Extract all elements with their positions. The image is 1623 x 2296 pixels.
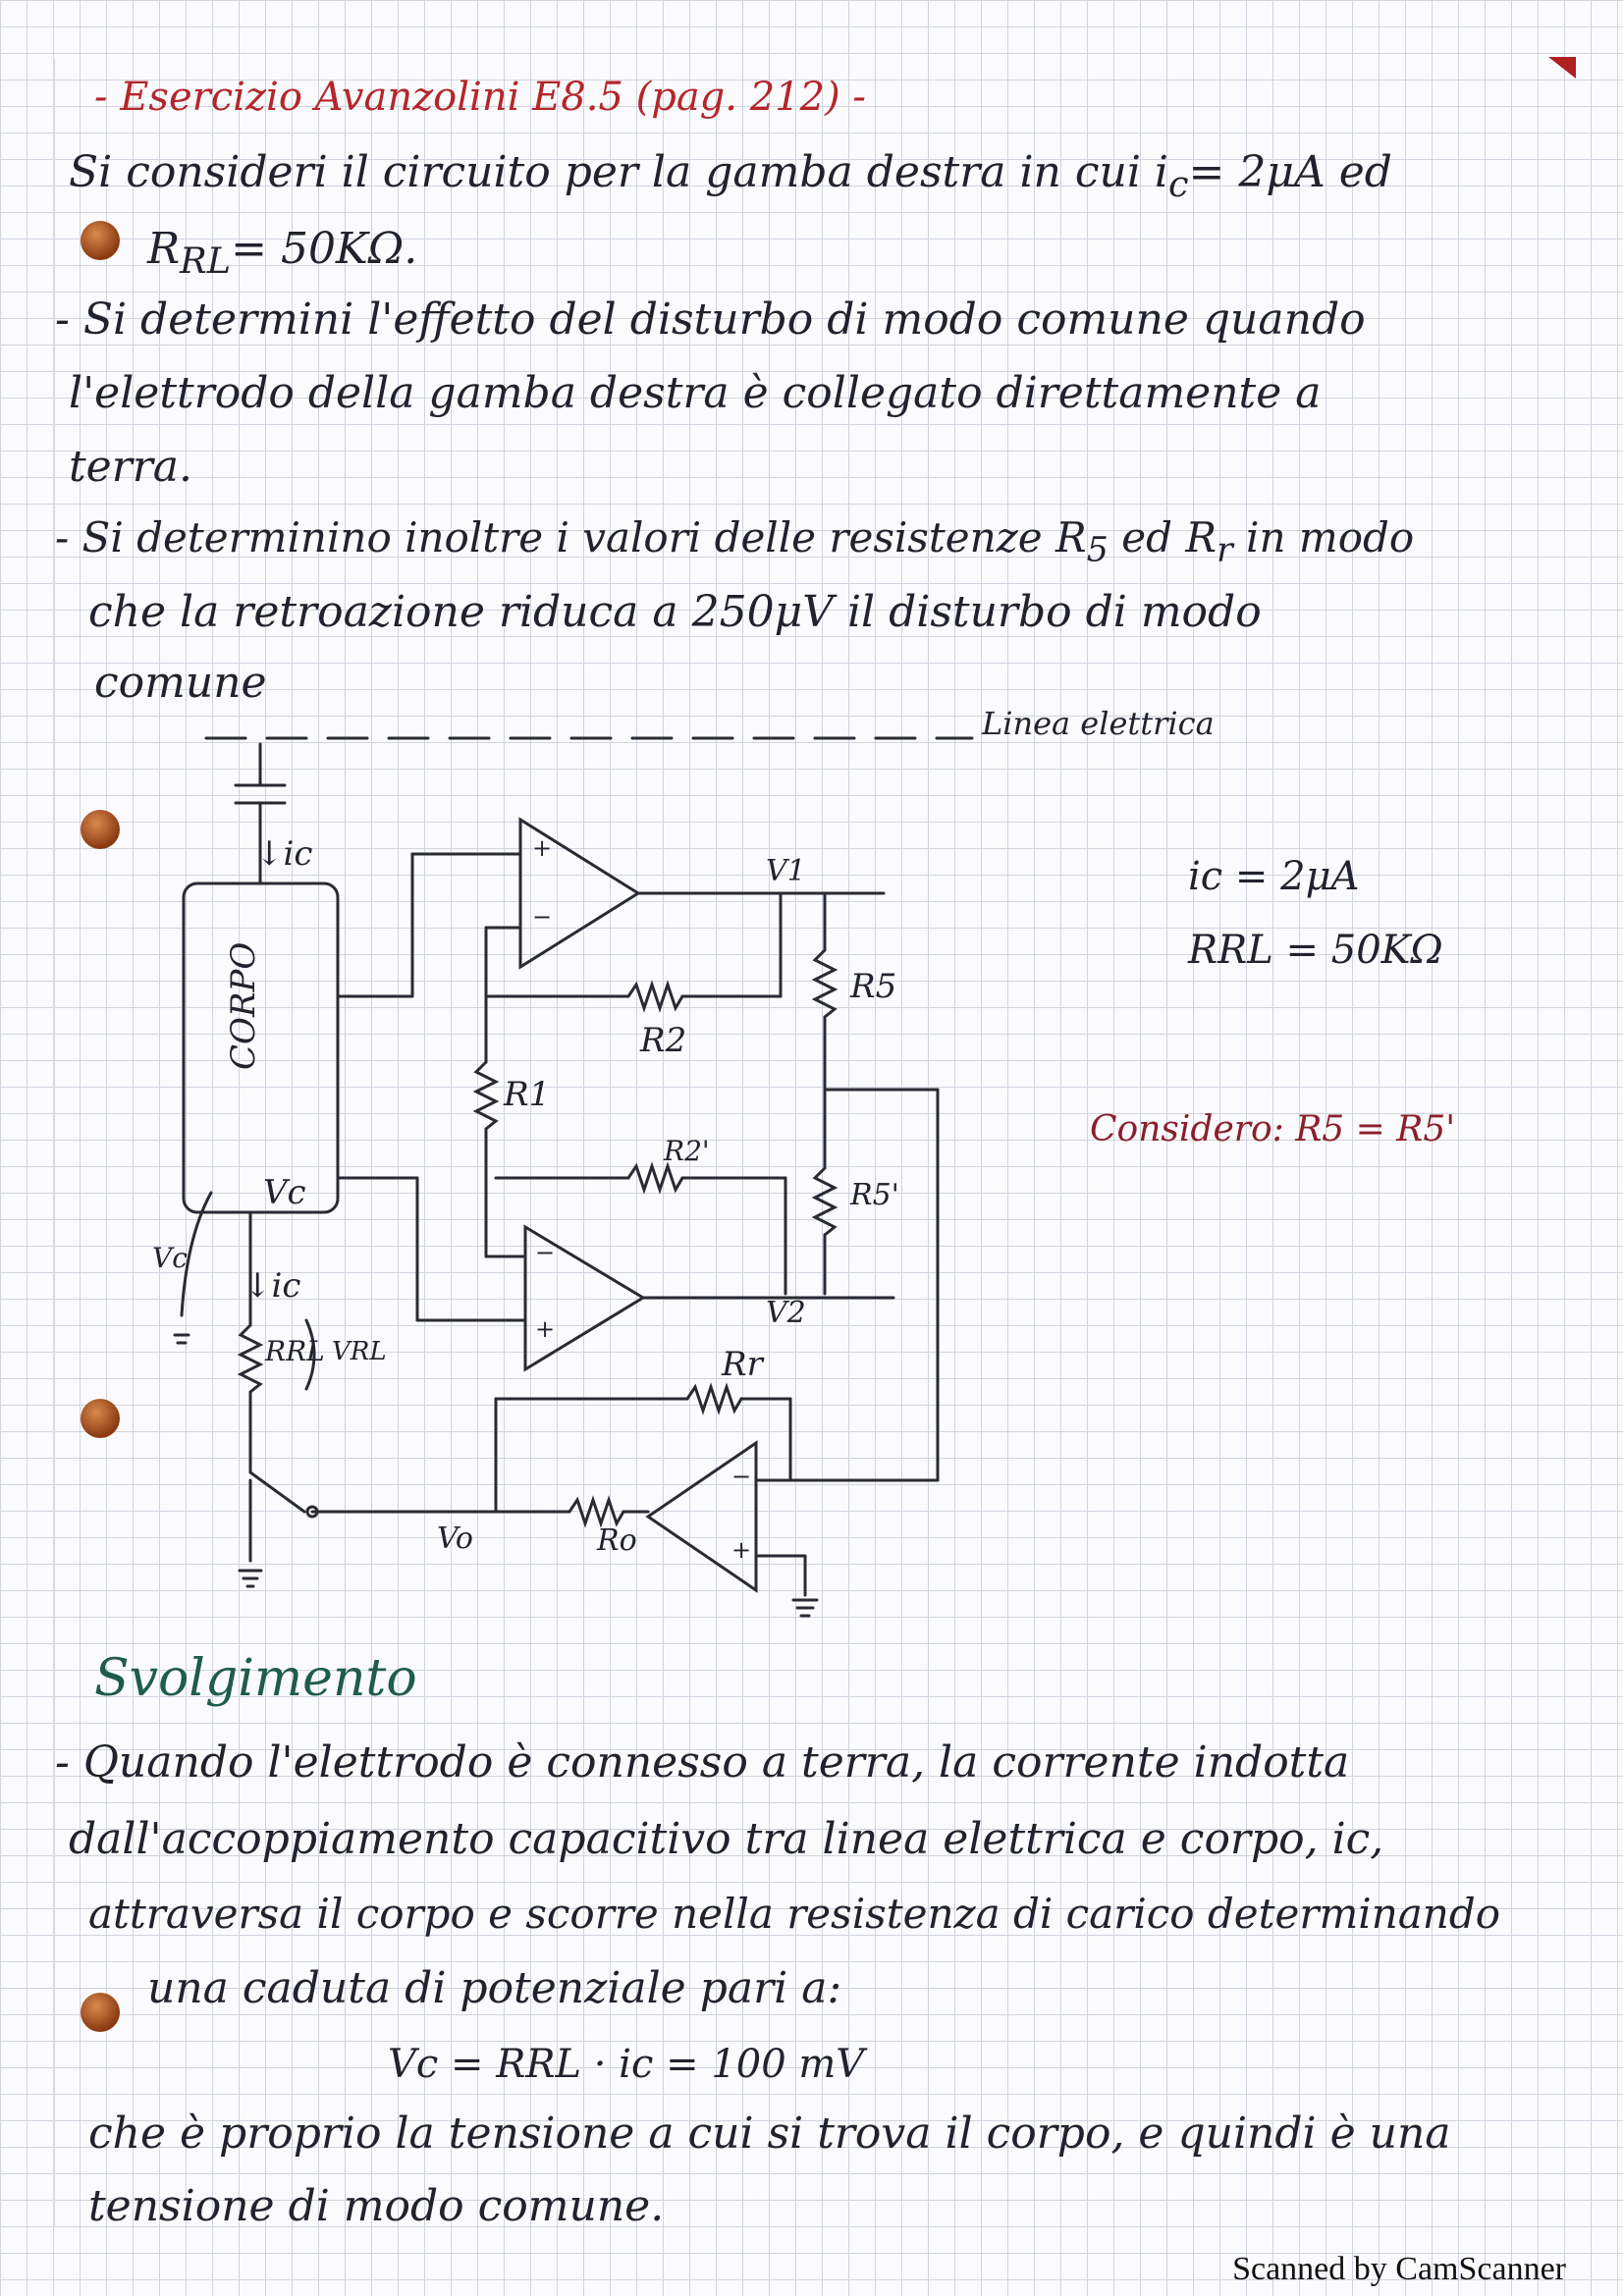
opamp1-plus: +	[532, 834, 553, 862]
resistor-r2	[628, 985, 682, 1008]
problem-line-2-sub: RL	[180, 239, 232, 282]
exercise-title: - Esercizio Avanzolini E8.5 (pag. 212) -	[94, 75, 866, 120]
given-consider: Considero: R5 = R5'	[1090, 1109, 1456, 1149]
vc-left-label: Vc	[152, 1242, 188, 1274]
given-ic: ic = 2μA	[1188, 854, 1360, 899]
problem-line-7: che la retroazione riduca a 250μV il disturbo di modo	[88, 587, 1262, 637]
r2p-label: R2'	[664, 1135, 710, 1167]
vc-node-label: Vc	[263, 1173, 306, 1212]
problem-line-1-end: = 2μA ed	[1188, 147, 1392, 197]
problem-line-2-end: = 50KΩ.	[231, 224, 418, 274]
problem-line-6-sub2: r	[1216, 530, 1233, 570]
r5p-label: R5'	[850, 1178, 899, 1212]
resistor-r5p	[815, 1168, 835, 1235]
r1-label: R1	[504, 1075, 551, 1114]
solution-line-3: attraversa il corpo e scorre nella resistenza di carico determinando	[88, 1890, 1501, 1938]
rrl-label: RRL	[265, 1335, 325, 1367]
resistor-rr	[687, 1387, 741, 1411]
v2-label: V2	[766, 1296, 806, 1330]
problem-line-1-sub: c	[1167, 162, 1189, 205]
problem-line-6-sub1: 5	[1086, 530, 1109, 570]
resistor-ro	[569, 1500, 623, 1523]
solution-line-4: una caduta di potenziale pari a:	[147, 1963, 842, 2013]
r5-label: R5	[850, 967, 897, 1006]
ic-bottom-label: ↓ic	[243, 1266, 301, 1306]
ic-top-label: ↓ic	[255, 834, 313, 874]
r2-label: R2	[640, 1021, 687, 1060]
problem-line-6-mid: ed R	[1108, 513, 1217, 561]
resistor-rrl	[241, 1325, 260, 1392]
solution-formula: Vc = RRL · ic = 100 mV	[388, 2042, 865, 2087]
problem-line-6-text: - Si determinino inoltre i valori delle resistenze R	[55, 513, 1087, 561]
opamp3-minus: −	[731, 1463, 752, 1490]
problem-line-5: terra.	[69, 442, 193, 492]
problem-line-2-text: R	[147, 224, 181, 274]
solution-heading: Svolgimento	[94, 1649, 417, 1708]
opamp1-minus: −	[532, 903, 553, 931]
solution-line-2: dall'accoppiamento capacitivo tra linea elettrica e corpo, ic,	[69, 1814, 1384, 1864]
v1-label: V1	[766, 854, 806, 888]
ro-label: Ro	[597, 1523, 637, 1558]
solution-line-5: che è proprio la tensione a cui si trova il corpo, e quindi è una	[88, 2109, 1451, 2159]
vrl-label: VRL	[332, 1337, 387, 1366]
body-label: CORPO	[224, 941, 263, 1070]
given-rrl: RRL = 50KΩ	[1188, 928, 1443, 973]
solution-line-6: tensione di modo comune.	[88, 2181, 665, 2231]
resistor-r2p	[628, 1166, 682, 1190]
vo-label: Vo	[437, 1522, 473, 1556]
problem-line-1-text: Si consideri il circuito per la gamba destra in cui i	[69, 147, 1168, 197]
problem-line-3: - Si determini l'effetto del disturbo di modo comune quando	[55, 294, 1366, 345]
problem-line-4: l'elettrodo della gamba destra è collegato direttamente a	[69, 368, 1322, 418]
opamp3-plus: +	[731, 1536, 752, 1564]
switch-blade	[250, 1472, 304, 1512]
resistor-r5	[815, 950, 835, 1017]
rr-label: Rr	[722, 1345, 763, 1384]
solution-line-1: - Quando l'elettrodo è connesso a terra, la corrente indotta	[55, 1737, 1350, 1788]
resistor-r1	[476, 1062, 496, 1129]
problem-line-8: comune	[94, 658, 267, 708]
opamp2-plus: +	[535, 1315, 556, 1343]
power-line-label: Linea elettrica	[982, 705, 1215, 742]
opamp2-minus: −	[535, 1239, 556, 1266]
problem-line-6-end: in modo	[1232, 513, 1415, 561]
scanner-footer: Scanned by CamScanner	[1232, 2251, 1566, 2287]
